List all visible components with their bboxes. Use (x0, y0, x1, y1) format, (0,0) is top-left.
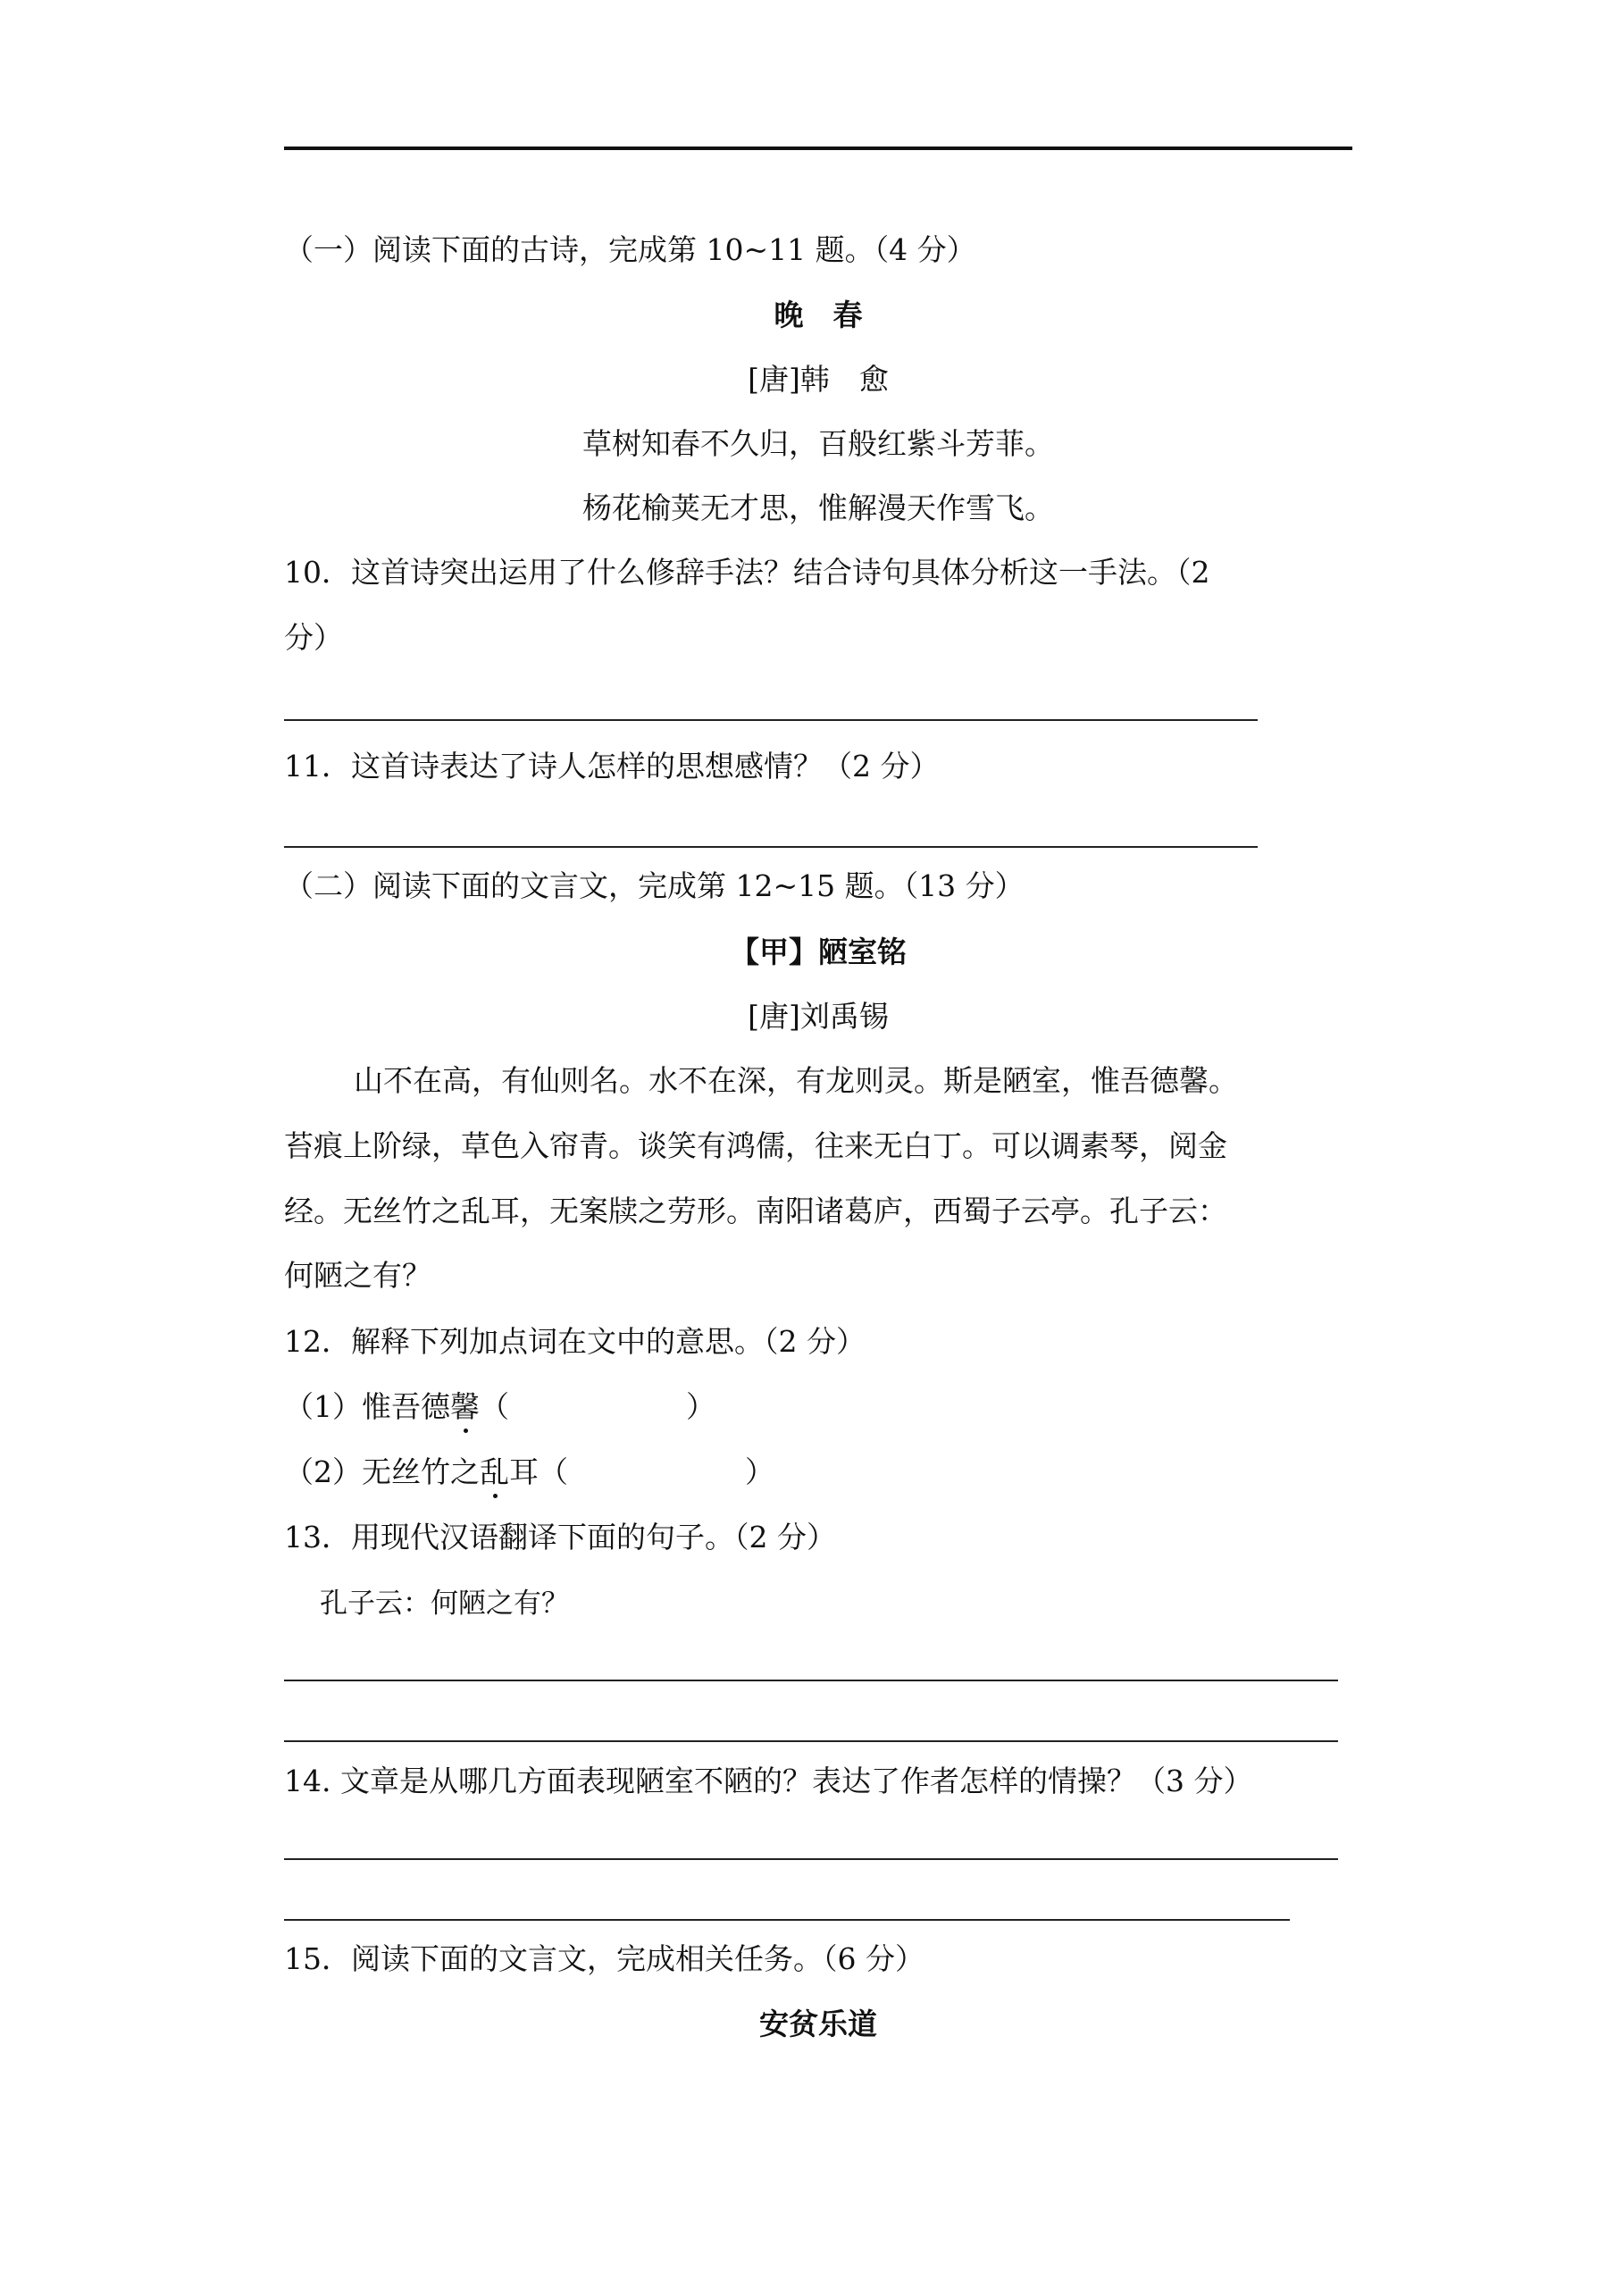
passage-line-4: 何陋之有？ (284, 1258, 431, 1293)
poem-line-2: 杨花榆荚无才思，惟解漫天作雪飞。 (582, 490, 1054, 525)
question-11: 11．这首诗表达了诗人怎样的思想感情？（2 分） (284, 749, 940, 783)
answer-line-q13-1[interactable] (284, 1680, 1338, 1681)
passage-line-1: 山不在高，有仙则名。水不在深，有龙则灵。斯是陋室，惟吾德馨。 (354, 1063, 1238, 1098)
answer-line-q13-2[interactable] (284, 1740, 1338, 1742)
question-14: 14. 文章是从哪几方面表现陋室不陋的？表达了作者怎样的情操？（3 分） (284, 1764, 1253, 1798)
question-12: 12．解释下列加点词在文中的意思。（2 分） (284, 1324, 866, 1359)
question-10: 10．这首诗突出运用了什么修辞手法？结合诗句具体分析这一手法。（2 (284, 555, 1210, 590)
question-12-item-2 (284, 1453, 774, 1492)
question-12-item-1 (284, 1387, 715, 1427)
q12-2-prefix: （2）无丝竹之 (284, 1454, 480, 1489)
text-title: 【甲】陋室铭 (730, 934, 907, 969)
question-15: 15．阅读下面的文言文，完成相关任务。（6 分） (284, 1941, 924, 1976)
q12-1-prefix: （1）惟吾德 (284, 1389, 450, 1424)
answer-line-q11[interactable] (284, 846, 1258, 848)
section2-heading: （二）阅读下面的文言文，完成第 12~15 题。（13 分） (284, 868, 1025, 903)
poem-title: 晚 春 (774, 297, 863, 332)
section1-heading: （一）阅读下面的古诗，完成第 10~11 题。（4 分） (284, 232, 976, 267)
poem-author: [唐]韩 愈 (748, 362, 889, 397)
answer-line-q10[interactable] (284, 719, 1258, 721)
q12-1-blank[interactable]: （ ） (480, 1389, 715, 1424)
q12-2-dotted-word: 乱 (480, 1454, 509, 1489)
q12-2-blank[interactable]: 耳（ ） (509, 1454, 774, 1489)
top-rule (284, 147, 1352, 150)
answer-line-q14-1[interactable] (284, 1858, 1338, 1860)
q12-1-dotted-word: 馨 (450, 1389, 480, 1424)
q15-title: 安贫乐道 (759, 2007, 877, 2041)
text-author: [唐]刘禹锡 (748, 999, 889, 1034)
answer-line-q14-2[interactable] (284, 1919, 1290, 1921)
question-10-cont: 分） (284, 620, 343, 655)
question-13-sentence: 孔子云：何陋之有？ (320, 1588, 569, 1620)
passage-line-3: 经。无丝竹之乱耳，无案牍之劳形。南阳诸葛庐，西蜀子云亭。孔子云： (284, 1194, 1227, 1228)
poem-line-1: 草树知春不久归，百般红紫斗芳菲。 (582, 426, 1054, 461)
question-13: 13．用现代汉语翻译下面的句子。（2 分） (284, 1520, 836, 1554)
passage-line-2: 苔痕上阶绿，草色入帘青。谈笑有鸿儒，往来无白丁。可以调素琴，阅金 (284, 1128, 1227, 1163)
